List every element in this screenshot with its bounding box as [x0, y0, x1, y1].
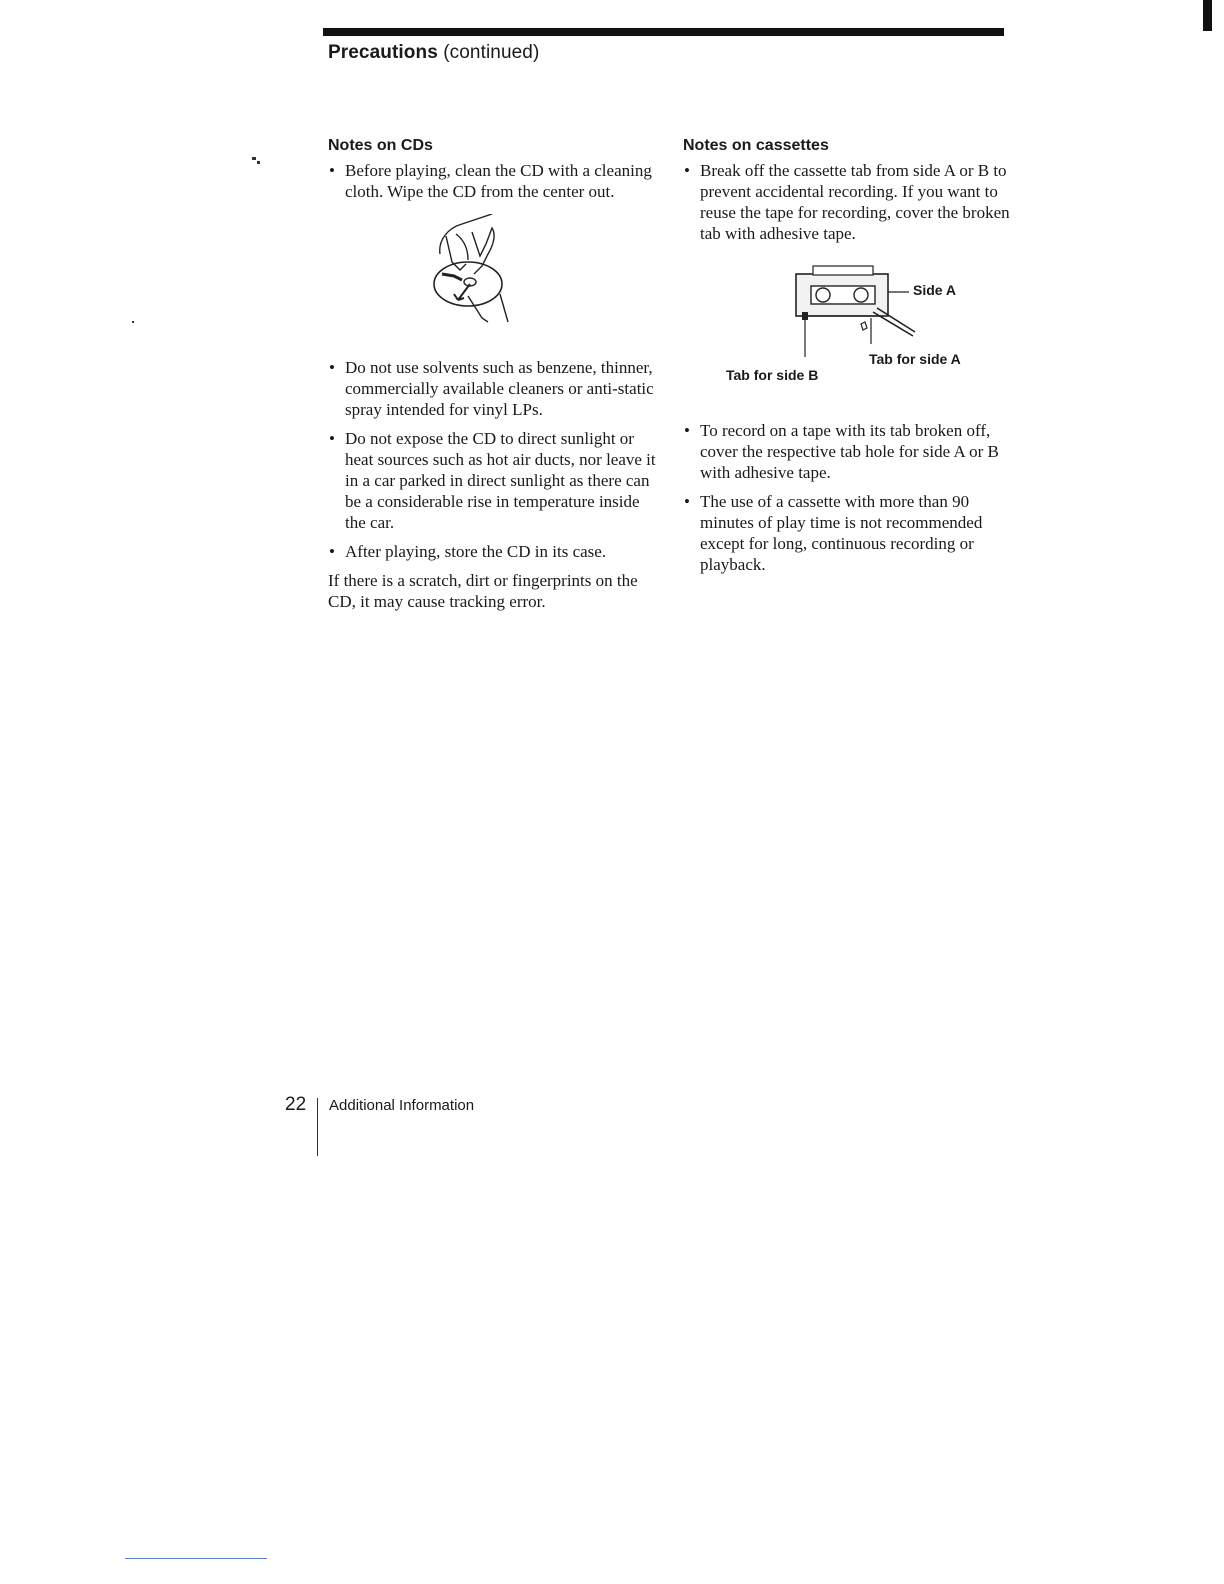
cassette-tab-figure — [683, 262, 1013, 410]
label-tab-side-a: Tab for side A — [869, 351, 961, 367]
cd-note-item: • Before playing, clean the CD with a cleaning cloth. Wipe the CD from the center out. — [328, 160, 658, 202]
cassette-notes-list-continued — [683, 420, 1013, 575]
cassette-top-strip — [813, 266, 873, 275]
cassette-illustration — [683, 262, 1013, 410]
cd-notes-column — [328, 137, 658, 612]
scan-speck — [252, 157, 256, 160]
cd-notes-list-continued — [328, 357, 658, 562]
broken-tab-icon — [861, 322, 867, 330]
bottom-edge-line — [125, 1558, 267, 1559]
title-bold: Precautions — [328, 42, 438, 63]
label-tab-side-b: Tab for side B — [726, 367, 819, 383]
label-side-a: Side A — [913, 282, 957, 298]
scan-speck — [132, 321, 134, 323]
cd-notes-heading: Notes on CDs — [328, 137, 433, 154]
cd-notes-list — [328, 160, 658, 202]
cassette-note-item: • To record on a tape with its tab broken off, cover the respective tab hole for side A or B with adhesive tape. — [683, 420, 1013, 483]
cassette-notes-column — [683, 137, 1013, 583]
cd-note-item: • After playing, store the CD in its case. — [328, 541, 658, 562]
cassette-note-item: • The use of a cassette with more than 90 minutes of play time is not recommended except for long, continuous recording or playback. — [683, 491, 1013, 575]
scan-speck — [257, 161, 260, 164]
page-title — [328, 42, 539, 64]
cd-note-item: • Do not use solvents such as benzene, thinner, commercially available cleaners or anti-static spray intended for vinyl LPs. — [328, 357, 658, 420]
cd-note-item: • Do not expose the CD to direct sunlight or heat sources such as hot air ducts, nor leave it in a car parked in direct sunlight as there can be a considerable rise in temperature inside the car. — [328, 428, 658, 533]
cd-disc — [434, 262, 502, 306]
cd-cleaning-illustration — [428, 214, 538, 339]
cassette-notes-list — [683, 160, 1013, 244]
footer-section-name: Additional Information — [329, 1097, 475, 1114]
wipe-arrow-icon — [454, 284, 470, 300]
cloth-swipe — [442, 274, 462, 280]
header-rule — [323, 28, 1004, 36]
title-suffix: (continued) — [437, 42, 540, 63]
edge-marker — [1203, 0, 1212, 31]
footer-divider — [317, 1098, 318, 1156]
cassette-note-item: • Break off the cassette tab from side A or B to prevent accidental recording. If you want to reuse the tape for recording, cover the broken tab with adhesive tape. — [683, 160, 1013, 244]
hand-outline — [440, 214, 508, 322]
page-number: 22 — [285, 1094, 307, 1115]
cassette-notes-heading: Notes on cassettes — [683, 137, 829, 154]
tab-b-mark — [802, 312, 808, 320]
cd-closing-note: If there is a scratch, dirt or fingerprints on the CD, it may cause tracking error. — [328, 571, 638, 611]
